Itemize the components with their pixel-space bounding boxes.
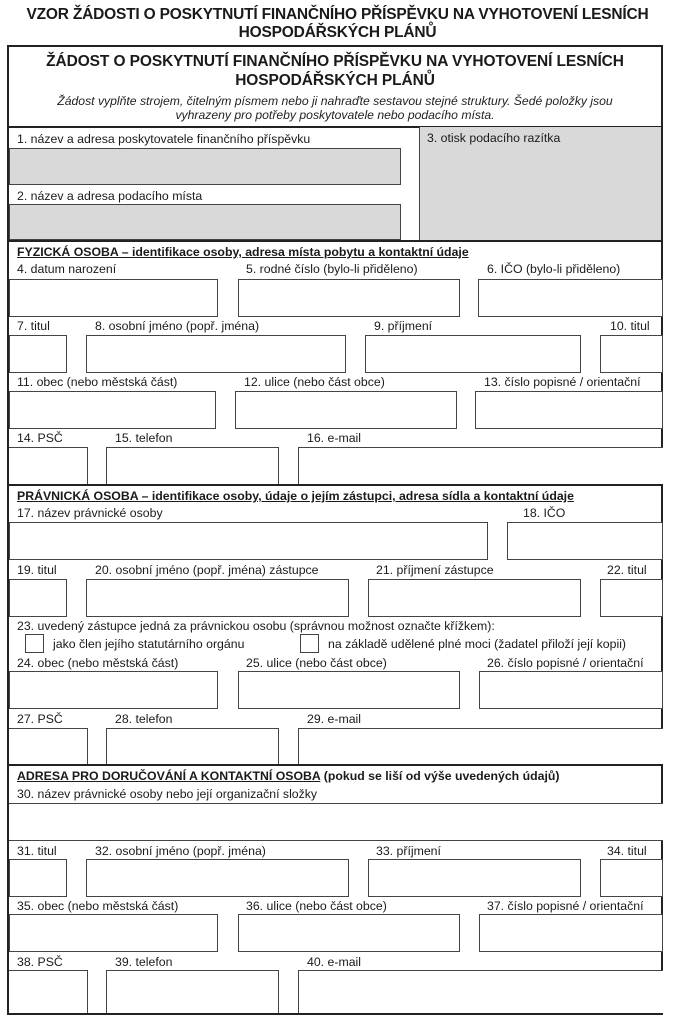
field-delivery-house-number[interactable] — [479, 914, 663, 952]
field-rep-title-before[interactable] — [9, 579, 67, 617]
form-title-line1: ŽÁDOST O POSKYTNUTÍ FINANČNÍHO PŘÍSPĚVKU NA VYHOTOVENÍ LESNÍCH — [46, 53, 624, 70]
divider — [7, 240, 663, 242]
field-phone[interactable] — [106, 447, 279, 485]
field-title-after[interactable] — [600, 335, 663, 373]
field-delivery-postal-code[interactable] — [9, 970, 88, 1013]
field-title-before[interactable] — [9, 335, 67, 373]
label-f5: 5. rodné číslo (bylo-li přiděleno) — [246, 262, 418, 276]
label-f3: 3. otisk podacího razítka — [427, 131, 561, 145]
label-option-statutory-body: jako člen jejího statutárního orgánu — [53, 637, 245, 651]
label-f19: 19. titul — [17, 563, 57, 577]
label-f13: 13. číslo popisné / orientační — [484, 375, 641, 389]
label-f37: 37. číslo popisné / orientační — [487, 899, 644, 913]
label-f24: 24. obec (nebo městská část) — [17, 656, 179, 670]
label-f32: 32. osobní jméno (popř. jména) — [95, 844, 266, 858]
label-f33: 33. příjmení — [376, 844, 441, 858]
field-delivery-phone[interactable] — [106, 970, 279, 1013]
field-contact-title-after[interactable] — [600, 859, 663, 897]
field-delivery-street[interactable] — [238, 914, 460, 952]
checkbox-power-of-attorney[interactable] — [300, 634, 319, 653]
label-f20: 20. osobní jméno (popř. jména) zástupce — [95, 563, 319, 577]
form-title — [9, 52, 661, 90]
instructions-line1: Žádost vyplňte strojem, čitelným písmem nebo ji nahraďte sestavou stejné struktury. Šedé položky jsou — [57, 94, 613, 108]
label-f23: 23. uvedený zástupce jedná za právnickou osobu (správnou možnost označte křížkem): — [17, 619, 495, 633]
label-option-power-of-attorney: na základě udělené plné moci (žadatel přiloží její kopii) — [328, 637, 627, 651]
field-ico[interactable] — [478, 279, 663, 317]
divider — [7, 484, 663, 486]
section-heading-natural-person: FYZICKÁ OSOBA – identifikace osoby, adresa místa pobytu a kontaktní údaje — [17, 245, 469, 259]
field-seat-postal-code[interactable] — [9, 728, 88, 765]
field-filing-office-name-address[interactable] — [9, 204, 401, 240]
field-municipality[interactable] — [9, 391, 216, 429]
label-f30: 30. název právnické osoby nebo její organizační složky — [17, 787, 318, 801]
field-postal-code[interactable] — [9, 447, 88, 485]
label-f4: 4. datum narození — [17, 262, 117, 276]
form-instructions — [9, 94, 661, 122]
label-f12: 12. ulice (nebo část obce) — [244, 375, 385, 389]
field-legal-entity-ico[interactable] — [507, 522, 663, 560]
field-date-of-birth[interactable] — [9, 279, 218, 317]
field-delivery-organization-name[interactable] — [9, 803, 663, 841]
label-f28: 28. telefon — [115, 712, 173, 726]
field-contact-first-name[interactable] — [86, 859, 349, 897]
field-seat-street[interactable] — [238, 671, 460, 709]
label-f40: 40. e-mail — [307, 955, 361, 969]
field-house-number[interactable] — [475, 391, 663, 429]
field-birth-number[interactable] — [238, 279, 460, 317]
label-f2: 2. název a adresa podacího místa — [17, 189, 203, 203]
field-contact-title-before[interactable] — [9, 859, 67, 897]
label-f14: 14. PSČ — [17, 431, 63, 445]
checkbox-statutory-body[interactable] — [25, 634, 44, 653]
label-f1: 1. název a adresa poskytovatele finančního příspěvku — [17, 132, 311, 146]
instructions-line2: vyhrazeny pro potřeby poskytovatele nebo podacího místa. — [175, 108, 495, 122]
field-rep-surname[interactable] — [368, 579, 581, 617]
label-f17: 17. název právnické osoby — [17, 506, 163, 520]
document-title-line1: VZOR ŽÁDOSTI O POSKYTNUTÍ FINANČNÍHO PŘÍSPĚVKU NA VYHOTOVENÍ LESNÍCH — [26, 6, 649, 23]
label-f35: 35. obec (nebo městská část) — [17, 899, 179, 913]
label-f11: 11. obec (nebo městská část) — [17, 375, 178, 389]
field-rep-first-name[interactable] — [86, 579, 349, 617]
label-f18: 18. IČO — [523, 506, 566, 520]
field-first-name[interactable] — [86, 335, 346, 373]
label-f22: 22. titul — [607, 563, 647, 577]
field-email[interactable] — [298, 447, 663, 485]
field-delivery-email[interactable] — [298, 970, 663, 1013]
label-f10: 10. titul — [610, 319, 650, 333]
field-delivery-municipality[interactable] — [9, 914, 218, 952]
field-legal-entity-name[interactable] — [9, 522, 488, 560]
section-heading-delivery: ADRESA PRO DORUČOVÁNÍ A KONTAKTNÍ OSOBA (pokud se liší od výše uvedených údajů) — [17, 769, 560, 783]
field-seat-municipality[interactable] — [9, 671, 218, 709]
label-f8: 8. osobní jméno (popř. jména) — [95, 319, 260, 333]
section-heading-legal-person: PRÁVNICKÁ OSOBA – identifikace osoby, údaje o jejím zástupci, adresa sídla a kontaktní údaje — [17, 489, 574, 503]
label-f26: 26. číslo popisné / orientační — [487, 656, 644, 670]
label-f27: 27. PSČ — [17, 712, 63, 726]
document-title-line2: HOSPODÁŘSKÝCH PLÁNŮ — [238, 24, 437, 41]
document-title — [0, 6, 675, 42]
label-f6: 6. IČO (bylo-li přiděleno) — [487, 262, 621, 276]
label-f9: 9. příjmení — [374, 319, 433, 333]
field-seat-phone[interactable] — [106, 728, 279, 765]
field-street[interactable] — [235, 391, 457, 429]
field-seat-house-number[interactable] — [479, 671, 663, 709]
field-provider-name-address[interactable] — [9, 148, 401, 185]
label-f7: 7. titul — [17, 319, 50, 333]
label-f36: 36. ulice (nebo část obce) — [246, 899, 387, 913]
label-f21: 21. příjmení zástupce — [376, 563, 494, 577]
field-contact-surname[interactable] — [368, 859, 581, 897]
label-f34: 34. titul — [607, 844, 647, 858]
label-f15: 15. telefon — [115, 431, 173, 445]
divider — [7, 764, 663, 766]
field-rep-title-after[interactable] — [600, 579, 663, 617]
form-title-line2: HOSPODÁŘSKÝCH PLÁNŮ — [235, 72, 435, 89]
label-f29: 29. e-mail — [307, 712, 361, 726]
field-seat-email[interactable] — [298, 728, 663, 765]
label-f39: 39. telefon — [115, 955, 173, 969]
label-f25: 25. ulice (nebo část obce) — [246, 656, 387, 670]
label-f16: 16. e-mail — [307, 431, 361, 445]
label-f38: 38. PSČ — [17, 955, 63, 969]
field-surname[interactable] — [365, 335, 581, 373]
label-f31: 31. titul — [17, 844, 57, 858]
